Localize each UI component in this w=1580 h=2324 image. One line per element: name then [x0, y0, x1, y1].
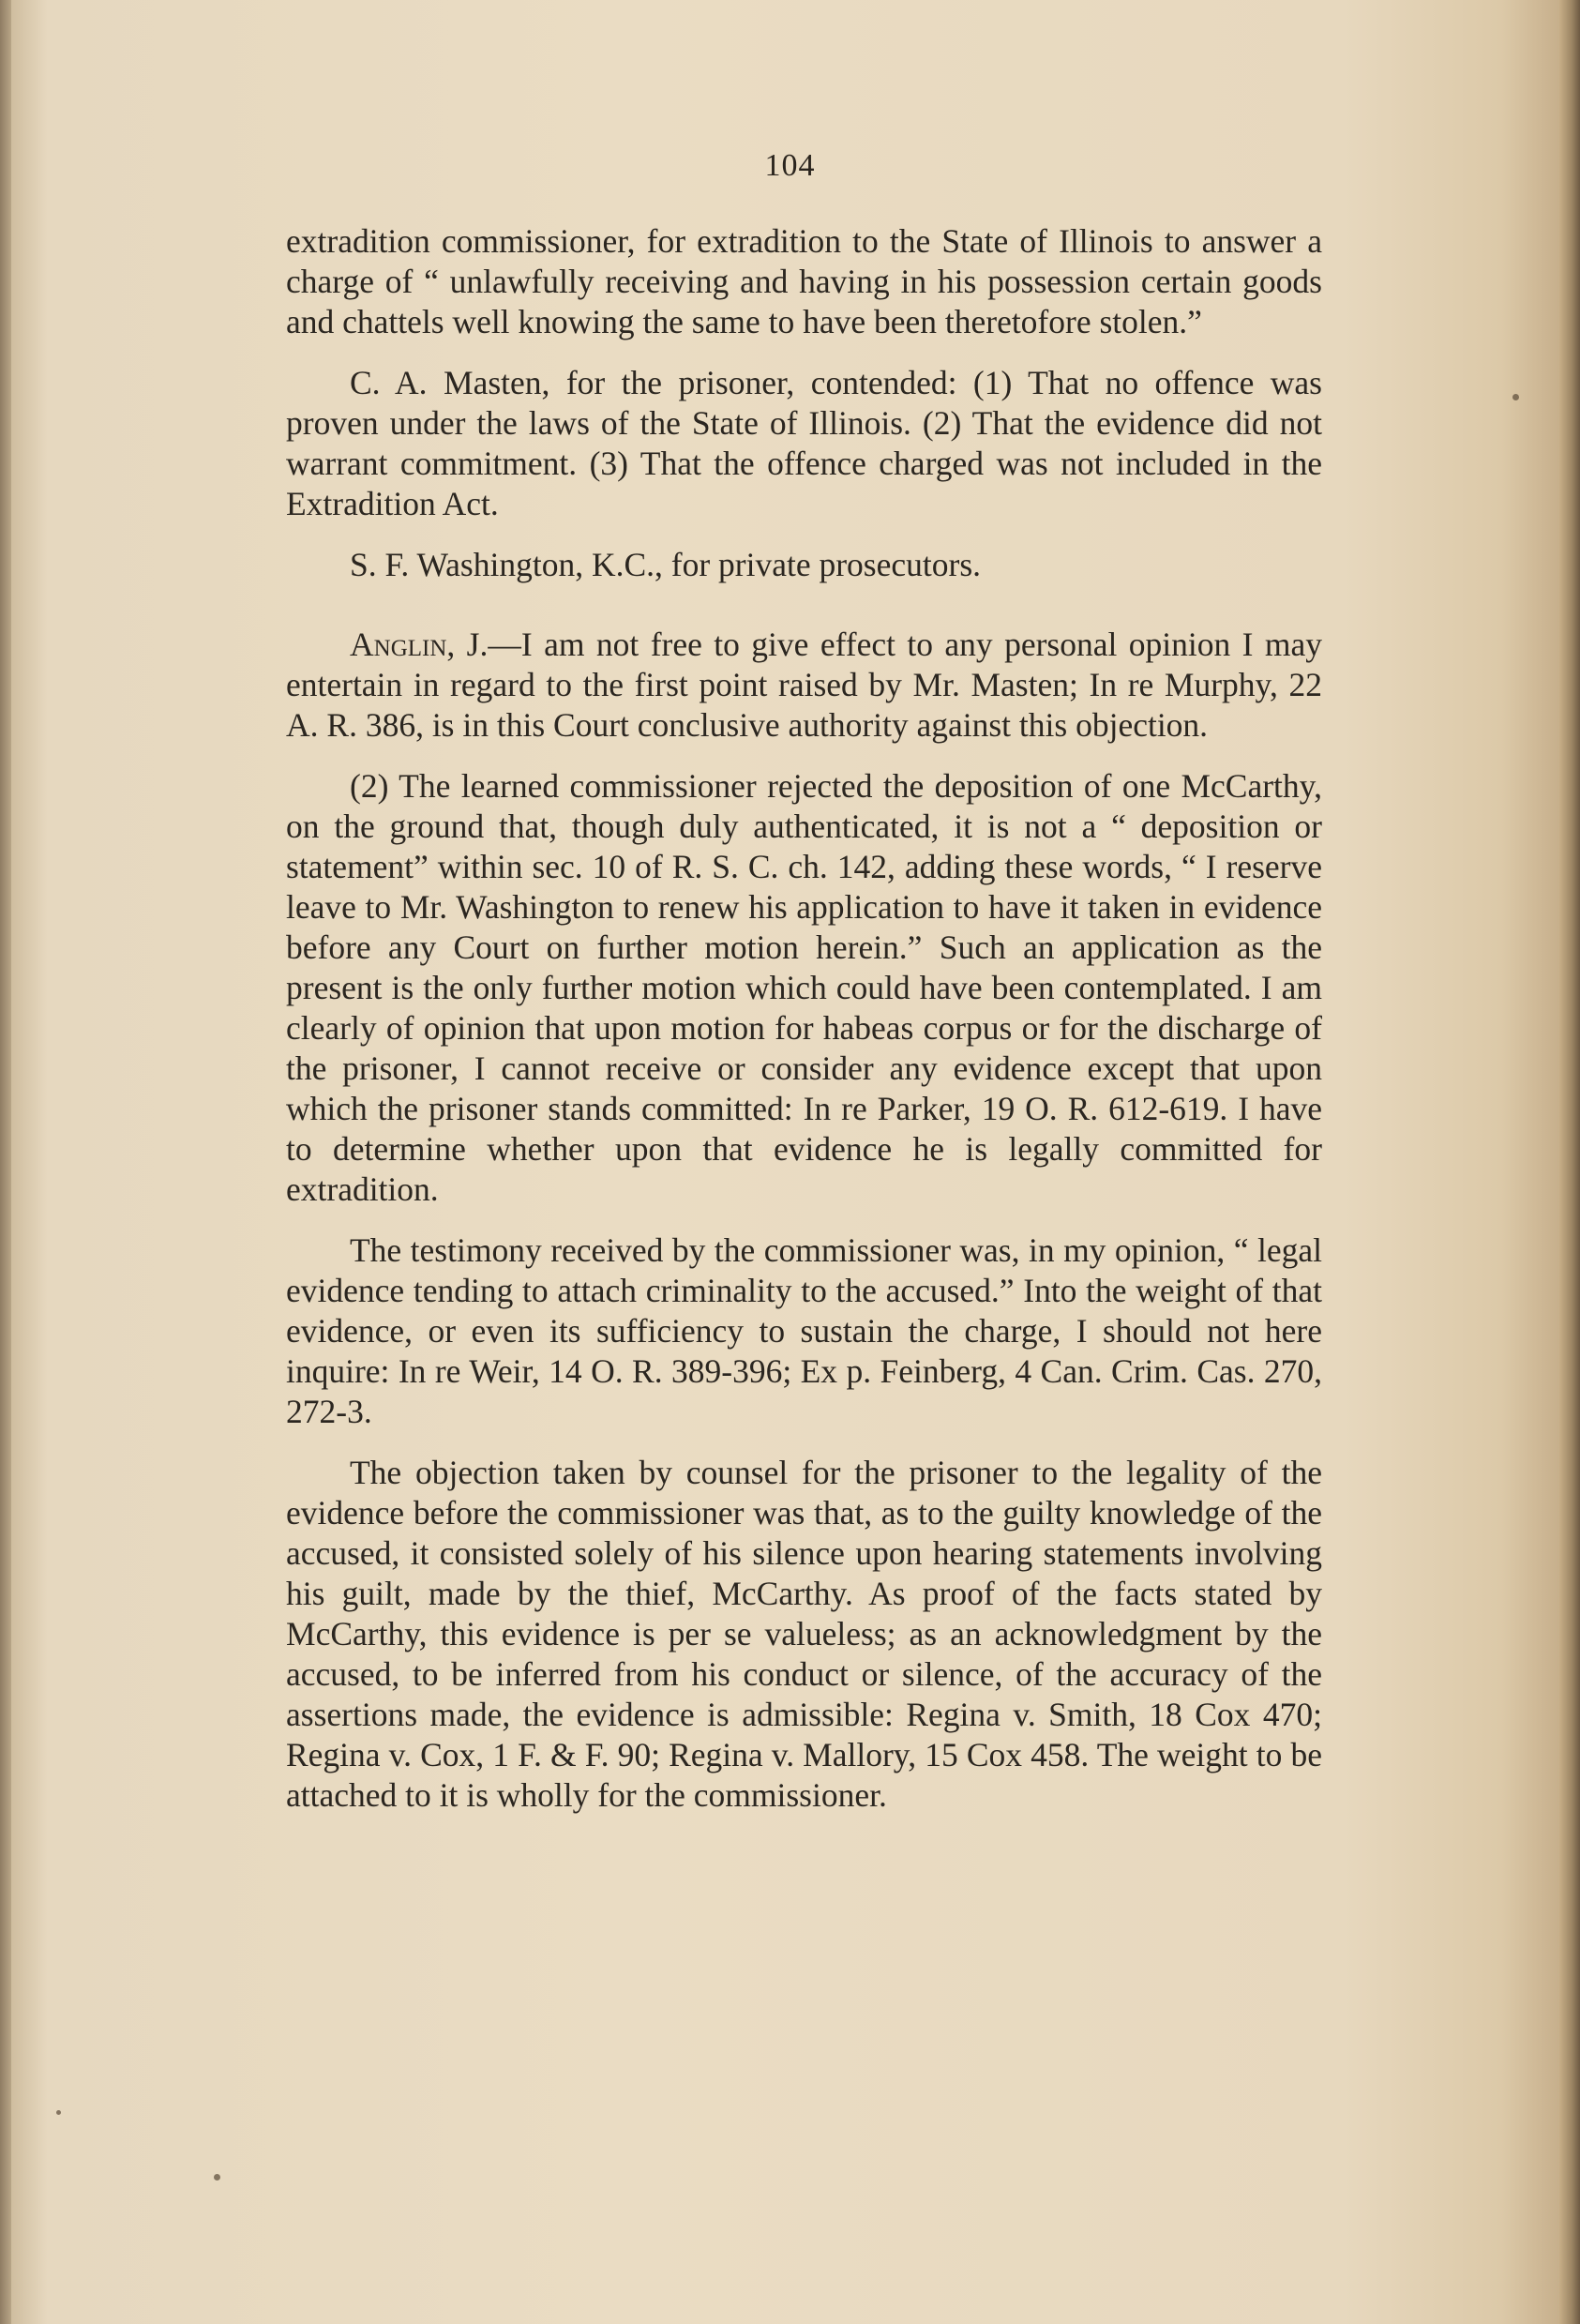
page-binding-edge	[0, 0, 11, 2324]
body-text	[286, 221, 1322, 1816]
paragraph-counsel-prosecutors: S. F. Washington, K.C., for private prosecutors.	[350, 546, 982, 583]
page-number: 104	[764, 148, 816, 183]
judge-name: Anglin, J.	[350, 626, 489, 663]
paragraph-judgment-opening	[286, 625, 1322, 746]
paper-speck	[214, 2174, 220, 2181]
paper-speck	[1512, 394, 1519, 400]
paragraph-testimony: The testimony received by the commissioner was, in my opinion, “ legal evidence tending to attach criminality to the accused.” Into the weight of that evidence, or even its sufficiency to sustain the charge, I should not here inquire: In re Weir, 14 O. R. 389-396; Ex p. Feinberg, 4 Can. Crim. Cas. 270, 272-3.	[286, 1231, 1322, 1430]
paragraph-objection: The objection taken by counsel for the prisoner to the legality of the evidence before the commissioner was that, as to the guilty knowledge of the accused, it consisted solely of his silence upon hearing statements involving his guilt, made by the thief, McCarthy. As proof of the facts stated by McCarthy, this evidence is per se valueless; as an acknowledgment by the accused, to be inferred from his conduct or silence, of the accuracy of the assertions made, the evidence is admissible: Regina v. Smith, 18 Cox 470; Regina v. Cox, 1 F. & F. 90; Regina v. Mallory, 15 Cox 458. The weight to be attached to it is wholly for the commissioner.	[286, 1454, 1322, 1814]
paper-speck	[56, 2110, 61, 2115]
paragraph-continuation: extradition commissioner, for extradition to the State of Illinois to answer a charge of “ unlawfully receiving and having in his possession certain goods and chattels well knowing the same to have been theretofore stolen.”	[286, 222, 1322, 340]
judgment-opening-text: —I am not free to give effect to any personal opinion I may entertain in regard to the first point raised by Mr. Masten; In re Murphy, 22 A. R. 386, is in this Court conclusive authority against this objection.	[286, 626, 1322, 744]
paragraph-counsel-prisoner: C. A. Masten, for the prisoner, contended: (1) That no offence was proven under the laws of the State of Illinois. (2) That the evidence did not warrant commitment. (3) That the offence charged was not included in the Extradition Act.	[286, 364, 1322, 522]
page-outer-edge	[1559, 0, 1580, 2324]
paragraph-deposition: (2) The learned commissioner rejected the deposition of one McCarthy, on the ground that, though duly authenticated, it is not a “ deposition or statement” within sec. 10 of R. S. C. ch. 142, adding these words, “ I reserve leave to Mr. Washington to renew his application to have it taken in evidence before any Court on further motion herein.” Such an application as the present is the only further motion which could have been contemplated. I am clearly of opinion that upon motion for habeas corpus or for the discharge of the prisoner, I cannot receive or consider any evidence except that upon which the prisoner stands committed: In re Parker, 19 O. R. 612-619. I have to determine whether upon that evidence he is legally committed for extradition.	[286, 767, 1322, 1208]
